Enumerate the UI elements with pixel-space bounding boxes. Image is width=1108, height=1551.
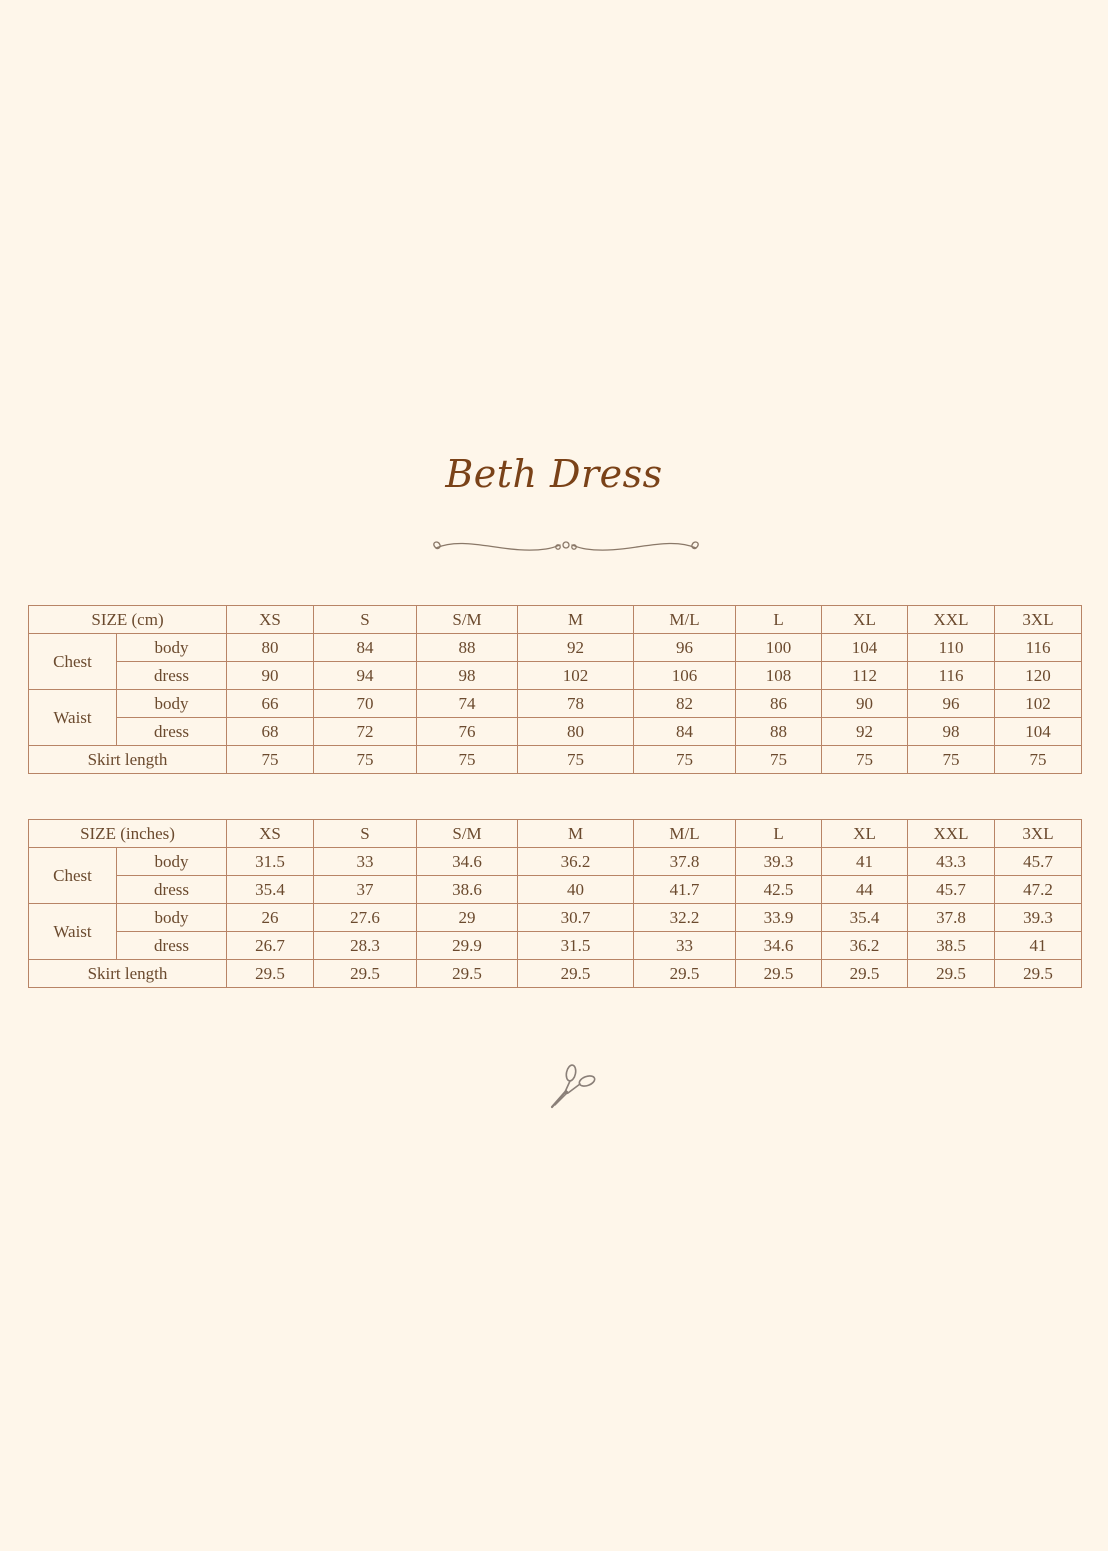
- waist-label-cell: Waist: [29, 690, 117, 746]
- measurement-cell: 47.2: [995, 876, 1082, 904]
- measurement-cell: 92: [822, 718, 908, 746]
- measurement-cell: 75: [314, 746, 417, 774]
- table-row: [29, 718, 1082, 746]
- measurement-cell: 110: [908, 634, 995, 662]
- table-row: [29, 690, 1082, 718]
- waist-label-cell: Waist: [29, 904, 117, 960]
- table-row: [29, 960, 1082, 988]
- measurement-cell: 27.6: [314, 904, 417, 932]
- measurement-cell: 29.5: [518, 960, 634, 988]
- measurement-cell: 90: [227, 662, 314, 690]
- size-label-cell: M: [518, 820, 634, 848]
- size-label-cell: XXL: [908, 820, 995, 848]
- size-label-cell: L: [736, 820, 822, 848]
- measurement-cell: 116: [908, 662, 995, 690]
- measurement-cell: 34.6: [736, 932, 822, 960]
- size-label-cell: XL: [822, 820, 908, 848]
- table-row: [29, 876, 1082, 904]
- measurement-cell: 34.6: [417, 848, 518, 876]
- measurement-cell: 31.5: [227, 848, 314, 876]
- skirt-length-label-cell: Skirt length: [29, 960, 227, 988]
- size-label-cell: S: [314, 820, 417, 848]
- size-label-cell: M: [518, 606, 634, 634]
- measurement-cell: 35.4: [822, 904, 908, 932]
- measurement-cell: 43.3: [908, 848, 995, 876]
- measurement-cell: 29.5: [417, 960, 518, 988]
- measurement-cell: 44: [822, 876, 908, 904]
- measurement-cell: 26.7: [227, 932, 314, 960]
- measurement-cell: 29: [417, 904, 518, 932]
- table-header-row: [29, 606, 1082, 634]
- measurement-cell: 98: [908, 718, 995, 746]
- measurement-cell: 41: [822, 848, 908, 876]
- measurement-cell: 42.5: [736, 876, 822, 904]
- size-label-cell: S/M: [417, 820, 518, 848]
- size-label-cell: XXL: [908, 606, 995, 634]
- measurement-cell: 33: [634, 932, 736, 960]
- measurement-cell: 75: [736, 746, 822, 774]
- table-row: [29, 904, 1082, 932]
- measurement-cell: 88: [417, 634, 518, 662]
- measurement-cell: 78: [518, 690, 634, 718]
- measurement-cell: 36.2: [518, 848, 634, 876]
- measurement-cell: 84: [634, 718, 736, 746]
- measurement-cell: 96: [634, 634, 736, 662]
- measurement-cell: 32.2: [634, 904, 736, 932]
- measurement-cell: 66: [227, 690, 314, 718]
- measurement-cell: 40: [518, 876, 634, 904]
- measurement-cell: 102: [995, 690, 1082, 718]
- measurement-cell: 84: [314, 634, 417, 662]
- measurement-cell: 100: [736, 634, 822, 662]
- measurement-cell: 70: [314, 690, 417, 718]
- measurement-cell: 72: [314, 718, 417, 746]
- measurement-cell: 74: [417, 690, 518, 718]
- size-label-cell: XS: [227, 606, 314, 634]
- measurement-cell: 106: [634, 662, 736, 690]
- measurement-cell: 104: [995, 718, 1082, 746]
- measurement-cell: 30.7: [518, 904, 634, 932]
- size-label-cell: M/L: [634, 606, 736, 634]
- measurement-cell: 29.5: [227, 960, 314, 988]
- measurement-cell: 80: [227, 634, 314, 662]
- dress-label-cell: dress: [117, 932, 227, 960]
- measurement-cell: 108: [736, 662, 822, 690]
- measurement-cell: 94: [314, 662, 417, 690]
- measurement-cell: 92: [518, 634, 634, 662]
- table-row: [29, 746, 1082, 774]
- measurement-cell: 45.7: [995, 848, 1082, 876]
- body-label-cell: body: [117, 848, 227, 876]
- measurement-cell: 98: [417, 662, 518, 690]
- measurement-cell: 29.5: [908, 960, 995, 988]
- measurement-cell: 90: [822, 690, 908, 718]
- measurement-cell: 41: [995, 932, 1082, 960]
- size-header-cell: SIZE (cm): [29, 606, 227, 634]
- measurement-cell: 29.5: [736, 960, 822, 988]
- measurement-cell: 29.5: [822, 960, 908, 988]
- measurement-cell: 37.8: [908, 904, 995, 932]
- measurement-cell: 33.9: [736, 904, 822, 932]
- dress-label-cell: dress: [117, 876, 227, 904]
- chest-label-cell: Chest: [29, 848, 117, 904]
- measurement-cell: 75: [518, 746, 634, 774]
- measurement-cell: 104: [822, 634, 908, 662]
- measurement-cell: 82: [634, 690, 736, 718]
- measurement-cell: 31.5: [518, 932, 634, 960]
- body-label-cell: body: [117, 690, 227, 718]
- measurement-cell: 26: [227, 904, 314, 932]
- measurement-cell: 39.3: [995, 904, 1082, 932]
- dress-label-cell: dress: [117, 662, 227, 690]
- size-label-cell: 3XL: [995, 606, 1082, 634]
- scissors-icon: [548, 1062, 600, 1110]
- measurement-cell: 37: [314, 876, 417, 904]
- measurement-cell: 75: [634, 746, 736, 774]
- flourish-divider-icon: [426, 533, 706, 563]
- table-row: [29, 848, 1082, 876]
- skirt-length-label-cell: Skirt length: [29, 746, 227, 774]
- measurement-cell: 33: [314, 848, 417, 876]
- chest-label-cell: Chest: [29, 634, 117, 690]
- measurement-cell: 76: [417, 718, 518, 746]
- measurement-cell: 75: [417, 746, 518, 774]
- measurement-cell: 29.5: [995, 960, 1082, 988]
- size-table-cm: [28, 605, 1082, 774]
- measurement-cell: 75: [227, 746, 314, 774]
- body-label-cell: body: [117, 634, 227, 662]
- dress-label-cell: dress: [117, 718, 227, 746]
- size-label-cell: S: [314, 606, 417, 634]
- size-label-cell: S/M: [417, 606, 518, 634]
- size-label-cell: XL: [822, 606, 908, 634]
- size-label-cell: XS: [227, 820, 314, 848]
- page-title: Beth Dress: [445, 452, 663, 496]
- measurement-cell: 68: [227, 718, 314, 746]
- measurement-cell: 36.2: [822, 932, 908, 960]
- measurement-cell: 29.9: [417, 932, 518, 960]
- size-label-cell: 3XL: [995, 820, 1082, 848]
- body-label-cell: body: [117, 904, 227, 932]
- size-label-cell: M/L: [634, 820, 736, 848]
- measurement-cell: 80: [518, 718, 634, 746]
- measurement-cell: 102: [518, 662, 634, 690]
- size-header-cell: SIZE (inches): [29, 820, 227, 848]
- measurement-cell: 28.3: [314, 932, 417, 960]
- measurement-cell: 35.4: [227, 876, 314, 904]
- measurement-cell: 116: [995, 634, 1082, 662]
- measurement-cell: 96: [908, 690, 995, 718]
- measurement-cell: 38.6: [417, 876, 518, 904]
- size-table-inches: [28, 819, 1082, 988]
- measurement-cell: 120: [995, 662, 1082, 690]
- measurement-cell: 41.7: [634, 876, 736, 904]
- measurement-cell: 29.5: [634, 960, 736, 988]
- measurement-cell: 45.7: [908, 876, 995, 904]
- measurement-cell: 29.5: [314, 960, 417, 988]
- measurement-cell: 75: [908, 746, 995, 774]
- measurement-cell: 75: [822, 746, 908, 774]
- measurement-cell: 38.5: [908, 932, 995, 960]
- measurement-cell: 88: [736, 718, 822, 746]
- measurement-cell: 75: [995, 746, 1082, 774]
- table-row: [29, 634, 1082, 662]
- measurement-cell: 86: [736, 690, 822, 718]
- size-label-cell: L: [736, 606, 822, 634]
- table-header-row: [29, 820, 1082, 848]
- measurement-cell: 112: [822, 662, 908, 690]
- measurement-cell: 39.3: [736, 848, 822, 876]
- table-row: [29, 932, 1082, 960]
- measurement-cell: 37.8: [634, 848, 736, 876]
- table-row: [29, 662, 1082, 690]
